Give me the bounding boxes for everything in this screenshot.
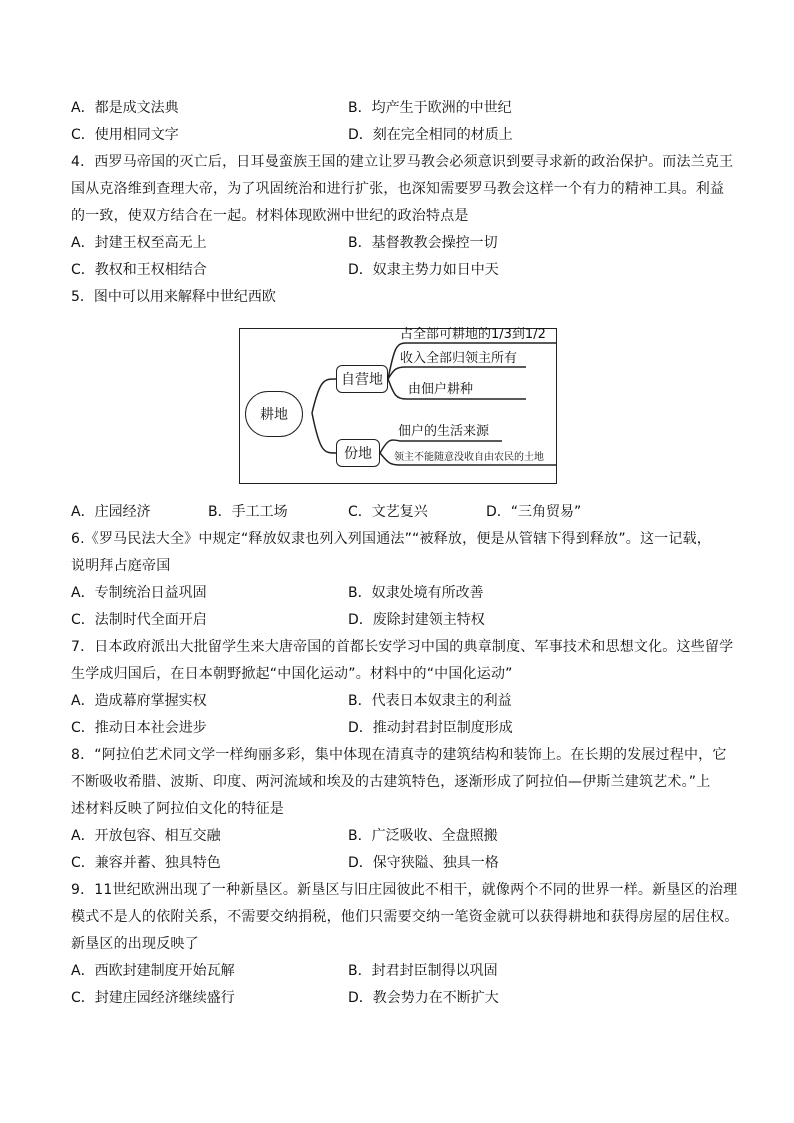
q9-option-d[interactable]: D．教会势力在不断扩大: [348, 990, 499, 1006]
q8-stem-line-2: 不断吸收希腊、波斯、印度、两河流域和埃及的古建筑特色，逐渐形成了阿拉伯—伊斯兰建筑艺术。”上: [71, 774, 711, 790]
q5-stem: 5．图中可以用来解释中世纪西欧: [71, 289, 276, 305]
diagram-branch-tenant-land: [336, 439, 380, 467]
q4-stem-line-2: 国从克洛维到查理大帝，为了巩固统治和进行扩张，也深知需要罗马教会这样一个有力的精神工具。利益: [71, 181, 725, 197]
q6-stem-line-1: 6.《罗马民法大全》中规定“释放奴隶也列入列国通法”“被释放，便是从管辖下得到释放”。这一记载，: [71, 531, 711, 547]
diagram-demesne-item-2: 收入全部归领主所有: [400, 351, 518, 366]
diagram-branch-demesne-label: 自营地: [341, 372, 383, 388]
q4-stem-line-3: 的一致，使双方结合在一起。材料体现欧洲中世纪的政治特点是: [71, 208, 469, 224]
q9-stem-line-2: 模式不是人的依附关系，不需要交纳捐税，他们只需要交纳一笔资金就可以获得耕地和获得房屋的居住权。: [71, 909, 739, 925]
diagram-demesne-item-1: 占全部可耕地的1/3到1/2: [400, 327, 546, 342]
q4-option-d[interactable]: D．奴隶主势力如日中天: [348, 262, 499, 278]
q8-stem-line-3: 述材料反映了阿拉伯文化的特征是: [71, 801, 284, 817]
q6-option-d[interactable]: D．废除封建领主特权: [348, 612, 485, 628]
manor-land-diagram: [239, 328, 557, 484]
q5-options: [71, 502, 721, 522]
q6-option-a[interactable]: A．专制统治日益巩固: [71, 585, 207, 601]
q7-option-b[interactable]: B．代表日本奴隶主的利益: [348, 693, 512, 709]
q5-option-b[interactable]: B．手工工场: [208, 504, 288, 520]
q6-option-c[interactable]: C．法制时代全面开启: [71, 612, 207, 628]
q9-stem-line-1: 9．11世纪欧洲出现了一种新垦区。新垦区与旧庄园彼此不相干，就像两个不同的世界一样。新垦区的治理: [71, 882, 738, 898]
q5-option-a[interactable]: A．庄园经济: [71, 504, 151, 520]
q4-option-a[interactable]: A．封建王权至高无上: [71, 235, 207, 251]
q4-option-c[interactable]: C．教权和王权相结合: [71, 262, 207, 278]
q7-stem-line-1: 7．日本政府派出大批留学生来大唐帝国的首都长安学习中国的典章制度、军事技术和思想文化。这些留学: [71, 639, 734, 655]
diagram-tenant-item-1: 佃户的生活来源: [398, 424, 490, 439]
diagram-root-label: 耕地: [260, 407, 288, 423]
diagram-branch-tenant-land-label: 份地: [344, 446, 372, 462]
q6-stem-line-2: 说明拜占庭帝国: [71, 558, 171, 574]
q7-option-a[interactable]: A．造成幕府掌握实权: [71, 693, 207, 709]
q9-stem-line-3: 新垦区的出现反映了: [71, 936, 199, 952]
diagram-demesne-item-3: 由佃户耕种: [408, 382, 474, 397]
q8-option-d[interactable]: D．保守狭隘、独具一格: [348, 855, 499, 871]
q8-option-a[interactable]: A．开放包容、相互交融: [71, 828, 221, 844]
q9-option-b[interactable]: B．封君封臣制得以巩固: [348, 963, 498, 979]
diagram-root-node: [245, 391, 303, 437]
q4-stem-line-1: 4．西罗马帝国的灭亡后，日耳曼蛮族王国的建立让罗马教会必须意识到要寻求新的政治保护。而法兰克王: [71, 154, 734, 170]
q5-option-d[interactable]: D．“三角贸易”: [486, 504, 582, 520]
q7-option-c[interactable]: C．推动日本社会进步: [71, 720, 207, 736]
q8-stem-line-1: 8．“阿拉伯艺术同文学一样绚丽多彩，集中体现在清真寺的建筑结构和装饰上。在长期的发展过程中，它: [71, 747, 727, 763]
q3-option-d[interactable]: D．刻在完全相同的材质上: [348, 127, 513, 143]
q7-stem-line-2: 生学成归国后，在日本朝野掀起“中国化运动”。材料中的“中国化运动”: [71, 666, 513, 682]
q9-option-a[interactable]: A．西欧封建制度开始瓦解: [71, 963, 235, 979]
q3-option-a[interactable]: A．都是成文法典: [71, 100, 179, 116]
q8-option-c[interactable]: C．兼容并蓄、独具特色: [71, 855, 221, 871]
q9-option-c[interactable]: C．封建庄园经济继续盛行: [71, 990, 235, 1006]
q4-option-b[interactable]: B．基督教教会操控一切: [348, 235, 498, 251]
q7-option-d[interactable]: D．推动封君封臣制度形成: [348, 720, 513, 736]
q8-option-b[interactable]: B．广泛吸收、全盘照搬: [348, 828, 498, 844]
q5-option-c[interactable]: C．文艺复兴: [348, 504, 428, 520]
q6-option-b[interactable]: B．奴隶处境有所改善: [348, 585, 484, 601]
q3-option-c[interactable]: C．使用相同文字: [71, 127, 179, 143]
q3-option-b[interactable]: B．均产生于欧洲的中世纪: [348, 100, 512, 116]
diagram-branch-demesne: [336, 365, 388, 393]
diagram-tenant-item-2: 领主不能随意没收自由农民的土地: [394, 452, 544, 463]
